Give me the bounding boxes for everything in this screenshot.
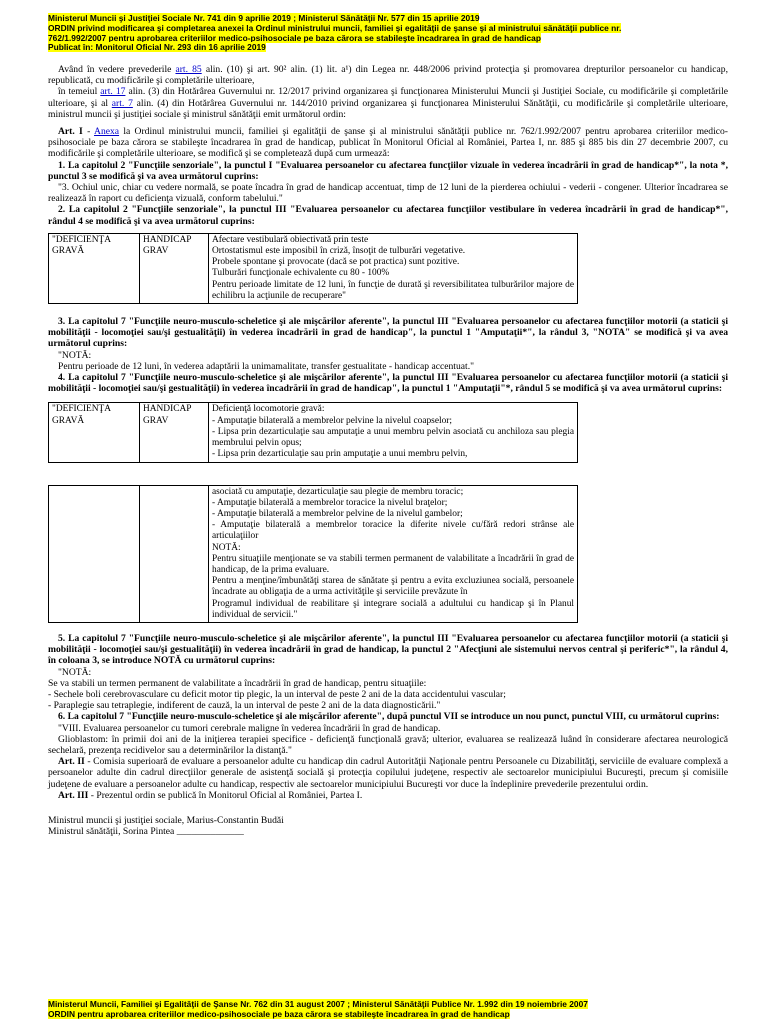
table-vestibular-col1: "DEFICIENŢA GRAVĂ (49, 233, 140, 303)
signature-1: Ministrul muncii şi justiţiei sociale, Marius-Constantin Budăi (48, 814, 284, 826)
link-anexa[interactable]: Anexa (94, 126, 120, 138)
article-2: Art. II - Comisia superioară de evaluare a persoanelor adulte cu handicap din cadrul Autorităţii Naţionale pentru Persoanele cu Dizabilităţi, serviciile de evaluare complexă a persoanelor adulte din cadrul direcţiilor generale de asistenţă socială şi protecţia copilului judeţene, respectiv ale sectoarelor municipiului Bucureşti, precum şi comisiile judeţene de evaluare a persoanelor adulte cu handicap, respectiv ale sectoarelor municipiului Bucureşti vor duce la îndeplinire prevederile prezentului ordin. (48, 756, 728, 790)
table-continued-line: - Amputaţie bilaterală a membrelor pelvine de la nivelul gambelor; (212, 508, 463, 519)
article-2-label: Art. II (58, 756, 85, 768)
point-6-line1: "VIII. Evaluarea persoanelor cu tumori cerebrale maligne în vederea încadrării în grad de handicap. (58, 722, 441, 734)
intro-paragraph-2: în temeiul art. 17 alin. (3) din Hotărârea Guvernului nr. 12/2017 privind organizarea şi funcţionarea Ministerului Muncii şi Justiţiei Sociale, cu modificările şi completările ulterioare, şi al art. 7 alin. (4) din Hotărârea Guvernului nr. 144/2010 privind organizarea şi funcţionarea Ministerului Sănătăţii, cu modificările şi completările ulterioare, ministrul muncii şi justiţiei sociale şi ministrul sănătăţii emit următorul ordin: (48, 86, 729, 120)
table-continued-col3 (209, 485, 578, 622)
table-vestibular-line: Tulburări funcţionale echivalente cu 80 - 100% (212, 268, 390, 279)
table-vestibular-line: Afectare vestibulară obiectivată prin teste (212, 234, 369, 245)
table-amputations-col2: HANDICAP GRAV (140, 403, 209, 462)
table-vestibular-line: Pentru perioade limitate de 12 luni, în funcţie de durată şi reversibilitatea tulburărilor majore de echilibru la acţiunile de recuperare" (212, 279, 574, 301)
point-6-title: 6. La capitolul 7 "Funcţiile neuro-musculo-scheletice şi ale mişcărilor aferente", după punctul VII se introduce un nou punct, punctul VIII, cu următorul cuprins: (58, 711, 720, 723)
header-top-line2: ORDIN privind modificarea şi completarea anexei la Ordinul ministrului muncii, familiei şi egalităţii de şanse şi al ministrului sănătăţii publice nr. (48, 22, 622, 33)
point-3-title: 3. La capitolul 7 "Funcţiile neuro-musculo-scheletice şi ale mişcărilor aferente", la punctul III "Evaluarea persoanelor cu afectarea funcţiilor motorii (a staticii şi mobilităţii - locomoţiei sau/şi gestualităţii) în vederea încadrării în grad de handicap", la punctul 1 "Amputaţii*", la rândul 3, "NOTA" se modifică şi va avea următorul cuprins: (48, 316, 728, 350)
point-3-nota: "NOTĂ: (58, 349, 92, 361)
document-header-top (48, 14, 728, 53)
table-amputations-line: - Amputaţie bilaterală a membrelor pelvine la nivelul coapselor; (212, 415, 453, 426)
table-vestibular-col3 (209, 233, 578, 303)
header-top-line4: Publicat în: Monitorul Oficial Nr. 293 din 16 aprilie 2019 (48, 42, 266, 53)
link-art-7[interactable]: art. 7 (111, 97, 133, 109)
intro-paragraph-1: Având în vedere prevederile art. 85 alin. (10) şi art. 90² alin. (1) lit. a¹) din Legea nr. 448/2006 privind protecţia şi promovarea drepturilor persoanelor cu handicap, republicată, cu modificările şi completările ulterioare, (48, 64, 729, 87)
document-body (48, 64, 728, 837)
table-continued-line: asociată cu amputaţie, dezarticulaţie sau plegie de membru toracic; (212, 486, 464, 497)
point-3-text: Pentru perioade de 12 luni, în vederea adaptării la unimamalitate, transfer gestualitate - handicap accentuat." (58, 360, 475, 372)
table-amputations-col3 (209, 403, 578, 462)
header-bottom-line2: ORDIN pentru aprobarea criteriilor medico-psihosociale pe baza cărora se stabileşte încadrarea în grad de handicap (48, 1008, 510, 1019)
table-continued-line: Programul individual de reabilitare şi integrare socială a adultului cu handicap şi în Planul individual de servicii." (212, 598, 574, 620)
table-vestibular-line: Probele spontane şi provocate (dacă se pot practica) sunt pozitive. (212, 257, 460, 268)
point-5-nota: "NOTĂ: (58, 666, 92, 678)
header-top-line1: Ministerul Muncii şi Justiţiei Sociale Nr. 741 din 9 aprilie 2019 ; Ministerul Sănătăţii Nr. 577 din 15 aprilie 2019 (48, 13, 480, 23)
table-amputations-line: - Lipsa prin dezarticulaţie sau amputaţie a unui membru pelvin asociată cu anchiloza sau plegia membrului pelvin opus; (212, 426, 574, 449)
table-amputations-continued (48, 485, 578, 623)
signature-2: Ministrul sănătăţii, Sorina Pintea ______________ (48, 826, 244, 838)
table-continued-line: Pentru a menţine/îmbunătăţi starea de sănătate şi pentru a evita excluziunea socială, persoanele încadrate au obligaţia de a urma activităţile şi serviciile prevăzute în (212, 576, 574, 598)
article-1: Art. I - Anexa la Ordinul ministrului muncii, familiei şi egalităţii de şanse şi al ministrului sănătăţii publice nr. 762/1.992/2007 pentru aprobarea criteriilor medico-psihosociale pe baza cărora se stabileşte încadrarea în grad de handicap, publicat în Monitorul Oficial al României, Partea I, nr. 885 şi 885 bis din 27 decembrie 2007, cu modificările şi completările ulterioare, se modifică şi se completează după cum urmează: (48, 126, 729, 160)
point-1-text: "3. Ochiul unic, chiar cu vedere normală, se poate încadra în grad de handicap accentuat, timp de 12 luni de la pierderea ochiului - vederii - congener. Ulterior încadrarea se realizează în raport cu deficienţa vizuală, conform tabelului." (48, 182, 728, 205)
table-vestibular-col2: HANDICAP GRAV (140, 233, 209, 303)
point-1-title: 1. La capitolul 2 "Funcţiile senzoriale", la punctul I "Evaluarea persoanelor cu afectarea funcţiilor vizuale în vederea încadrării în grad de handicap*", la nota *, punctul 3 se modifică şi va avea următorul cuprins: (48, 159, 728, 182)
point-6-line2: Glioblastom: în primii doi ani de la iniţierea terapiei specifice - deficienţă funcţională gravă; ulterior, evaluarea se realizează luând în considerare afectarea neurologică sechelară, prezenţa recidivelor sau a determinărilor la distanţă." (48, 733, 728, 756)
point-5-line3: - Paraplegie sau tetraplegie, indiferent de cauză, la un interval de peste 2 ani de la data diagnosticării." (48, 700, 441, 712)
article-3-label: Art. III (58, 789, 89, 801)
table-amputations-line: - Lipsa prin dezarticulaţie sau prin amputaţie a unui membru pelvin, (212, 449, 468, 460)
table-amputations (48, 402, 578, 462)
table-continued-line: Pentru situaţiile menţionate se va stabili termen permanent de valabilitate a încadrării în grad de handicap, de la prima evaluare. (212, 553, 574, 575)
article-3: Art. III - Prezentul ordin se publică în Monitorul Oficial al României, Partea I. (58, 789, 363, 801)
link-art-85[interactable]: art. 85 (175, 64, 202, 75)
link-art-17[interactable]: art. 17 (100, 86, 126, 98)
table-continued-line: - Amputaţie bilaterală a membrelor toracice la nivelul braţelor; (212, 497, 448, 508)
document-header-bottom (48, 1000, 728, 1020)
header-top-line3: 762/1.992/2007 pentru aprobarea criteriilor medico-psihosociale pe baza cărora se stabileşte încadrarea în grad de handicap (48, 32, 541, 43)
point-4-title: 4. La capitolul 7 "Funcţiile neuro-musculo-scheletice şi ale mişcărilor aferente", la punctul III "Evaluarea persoanelor cu afectarea funcţiilor motorii (a staticii şi mobilităţii - locomoţiei sau/şi gestualităţii) în vederea încadrării în grad de handicap", la punctul 1 "Amputaţii"*, rândul 5 se modifică şi va avea următorul cuprins: (48, 372, 728, 395)
article-1-label: Art. I (58, 126, 83, 138)
table-continued-col2 (140, 485, 209, 622)
table-vestibular-line: Ortostatismul este imposibil în criză, însoţit de tulburări vegetative. (212, 246, 466, 257)
point-5-line1: Se va stabili un termen permanent de valabilitate a încadrării în grad de handicap, pentru situaţiile: (48, 677, 427, 689)
table-amputations-col1: "DEFICIENŢA GRAVĂ (49, 403, 140, 462)
table-continued-col1 (49, 485, 140, 622)
point-2-title: 2. La capitolul 2 "Funcţiile senzoriale", la punctul III "Evaluarea persoanelor cu afectarea funcţiilor vestibulare în vederea încadrării în grad de handicap*", rândul 4 se modifică şi va avea următorul cuprins: (48, 204, 728, 227)
header-bottom-line1: Ministerul Muncii, Familiei şi Egalităţii de Şanse Nr. 762 din 31 august 2007 ; Ministerul Sănătăţii Publice Nr. 1.992 din 19 noiembrie 2007 (48, 999, 588, 1009)
point-5-title: 5. La capitolul 7 "Funcţiile neuro-musculo-scheletice şi ale mişcărilor aferente", la punctul III "Evaluarea persoanelor cu afectarea funcţiilor motorii (a staticii şi mobilităţii - locomoţiei sau/şi gestualităţii) în vederea încadrării în grad de handicap, la punctul 2 "Afecţiuni ale sistemului nervos central şi periferic*", la rândul 4, în coloana 3, se introduce NOTĂ cu următorul cuprins: (48, 632, 728, 667)
table-continued-line: - Amputaţie bilaterală a membrelor toracice la diferite nivele cu/fără redori strânse ale articulaţiilor (212, 520, 574, 542)
table-vestibular (48, 233, 578, 304)
table-amputations-line: Deficienţă locomotorie gravă: (212, 404, 325, 415)
point-5-line2: - Sechele boli cerebrovasculare cu deficit motor tip plegic, la un interval de peste 2 ani de la data accidentului vascular; (48, 688, 506, 700)
table-continued-line: NOTĂ: (212, 542, 241, 553)
